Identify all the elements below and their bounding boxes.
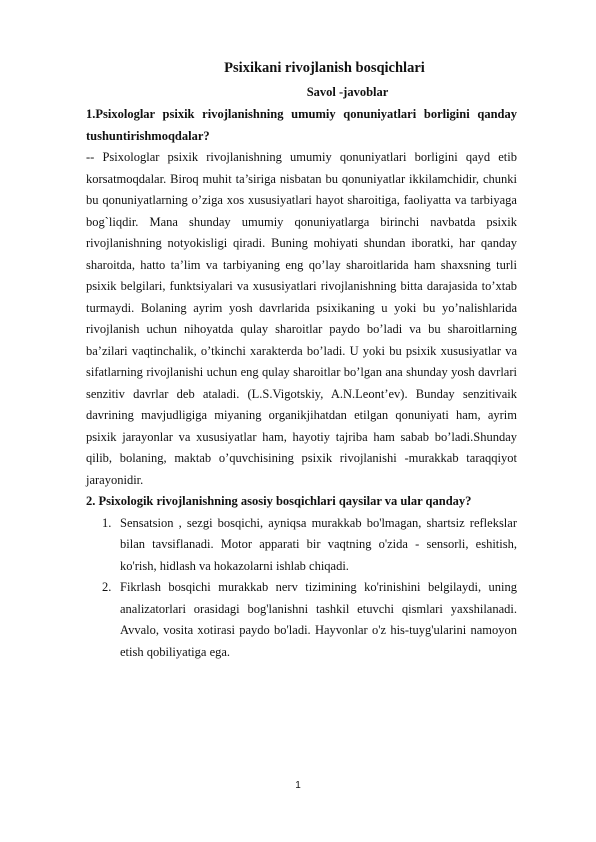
- question-1: 1.Psixologlar psixik rivojlanishning umumiy qonuniyatlari borligini qanday tushuntirishmoqdalar?: [86, 107, 517, 143]
- stages-list: [86, 513, 517, 664]
- list-item: [86, 513, 517, 578]
- answer-1: -- Psixologlar psixik rivojlanishning umumiy qonuniyatlari borligini qayd etib korsatmoqdalar. Biroq muhit ta’siriga nisbatan bu qonuniyatlar ikkilamchidir, chunki bu qonuniyatlarning o’ziga xos xususiyatlari hayot sharoitiga, faoliyatta va tarbiyaga bog`liqdir. Mana shunday umumiy qonuniyatlarga birinchi navbatda psixik rivojlanishning notyokisligi qiradi. Buning mohiyati shundan iboratki, har qanday sharoitda, hatto ta’lim va tarbiyaning eng qo’lay sharoitlarida ham shaxsning turli psixik belgilari, funktsiyalari va xususiyatlari rivojlanishning bitta darajasida to’xtab turmaydi. Bolaning ayrim yosh davrlarida psixikaning u yoki bu yo’nalishlarida rivojlanish uchun nihoyatda qulay sharoitlar paydo bo’ladi va bu sharoitlarning ba’zilari vaqtinchalik, o’tkinchi xarakterda bo’ladi. U yoki bu psixik xususiyatlar va sifatlarning rivojlanishi uchun eng qulay sharoitlar bo’lgan ana shunday yosh davrlari senzitiv davrlar deb ataladi. (L.S.Vigotskiy, A.N.Leont’ev). Bunday senzitivaik davrining mavjudligiga miyaning organikjihatdan etilgan qonuniyati ham, ayrim psixik jarayonlar va xususiyatlar ham, hayotiy tajriba ham sabab bo’ladi.Shunday qilib, bolaning, maktab o’quvchisining psixik rivojlanishi -murakkab taraqqiyot jarayonidir.: [86, 150, 517, 487]
- list-item-text: Fikrlash bosqichi murakkab nerv tizimining ko'rinishini belgilaydi, uning analizatorlari orasidagi bog'lanishni tashkil etuvchi qismlari yaxshilanadi. Avvalo, vosita xotirasi paydo bo'ladi. Hayvonlar o'z his-tuyg'ularini namoyon etish qobiliyatiga ega.: [120, 580, 517, 659]
- question-2-text: . Psixologik rivojlanishning asosiy bosqichlari qaysilar va ular qanday?: [92, 494, 472, 508]
- list-item-marker: 2.: [102, 580, 112, 594]
- list-item-marker: 1.: [102, 515, 112, 530]
- page-number: 1: [295, 780, 301, 791]
- question-2: [86, 491, 517, 513]
- document-subtitle: Savol -javoblar: [306, 85, 389, 99]
- question-2-number: 2: [86, 494, 93, 508]
- list-item: [86, 577, 517, 663]
- list-item-text: Sensatsion , sezgi bosqichi, ayniqsa murakkab bo'lmagan, shartsiz reflekslar bilan tavsiflanadi. Motor apparati bir vaqtning o'zida - sensorli, eshitish, ko'rish, hidlash va hokazolarni ishlab chiqadi.: [120, 515, 517, 573]
- document-title: Psixikani rivojlanish bosqichlari: [224, 60, 425, 76]
- document-page: [86, 58, 517, 663]
